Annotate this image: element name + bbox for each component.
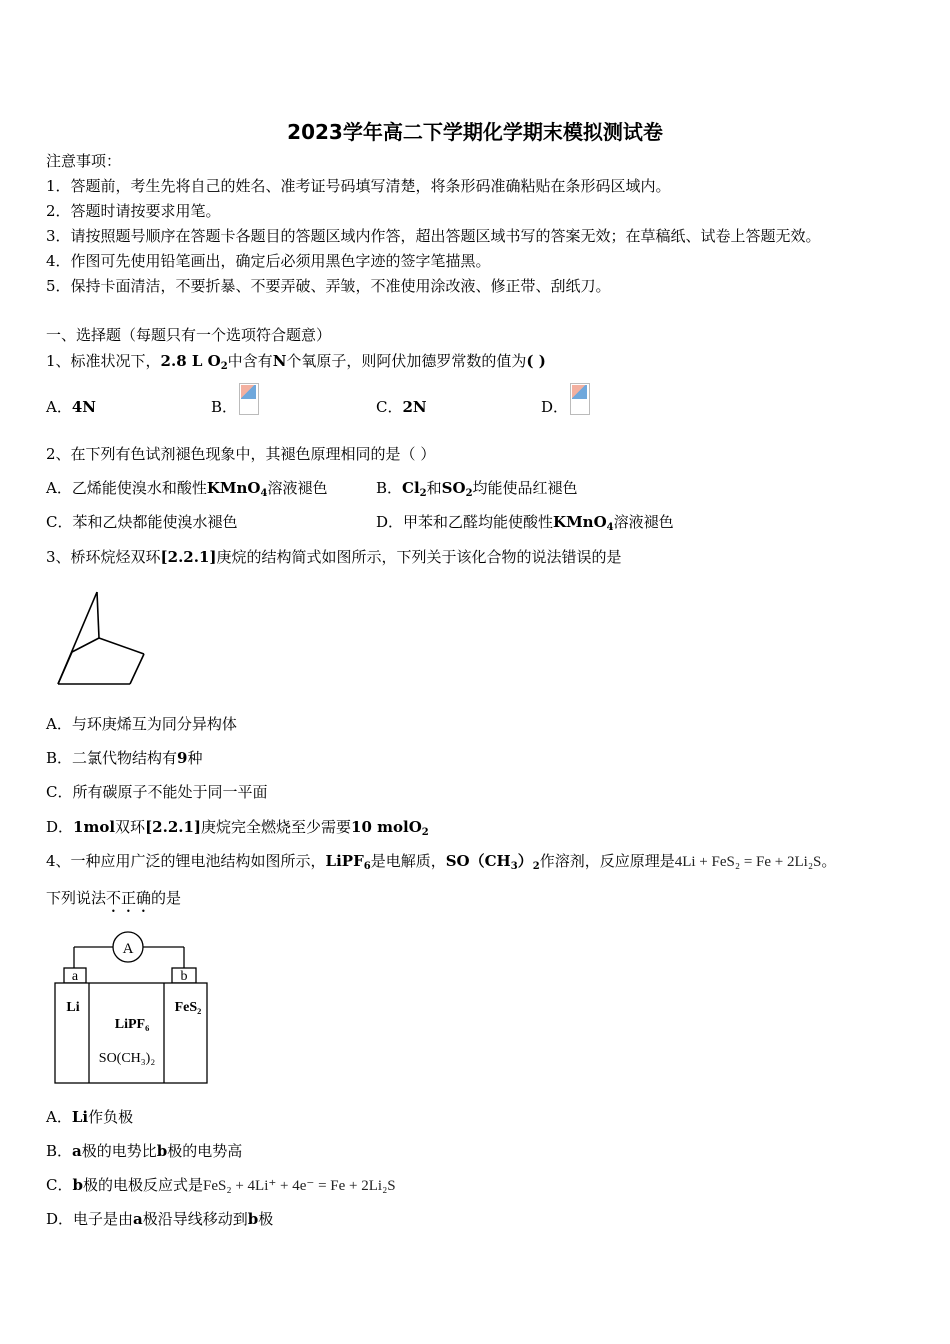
q2-option-a[interactable]: A．乙烯能使溴水和酸性KMnO$_4$溶液褪色 — [46, 479, 328, 499]
li-electrode-label: Li — [66, 1000, 80, 1015]
question-4-stem: 4、一种应用广泛的锂电池结构如图所示，LiPF$_6$是电解质，$SO(CH_3)_2$作溶剂，反应原理是4Li + FeS₂ = Fe + 2Li₂S。 — [46, 852, 837, 872]
broken-image-icon — [570, 383, 590, 415]
norbornane-structure-diagram — [50, 586, 160, 696]
notice-item-4: 4．作图可先使用铅笔画出，确定后必须用黑色字迹的签字笔描黑。 — [46, 252, 491, 270]
q4-option-c[interactable]: C．b极的电极反应式是FeS₂ + 4Li⁺ + 4e⁻ = Fe + 2Li₂S — [46, 1176, 396, 1194]
fes2-electrode-label: FeS₂ — [174, 1000, 202, 1015]
q2-option-d[interactable]: D．甲苯和乙醛均能使酸性KMnO$_4$溶液褪色 — [376, 513, 674, 533]
question-4-prompt: 下列说法不正确的是 — [46, 889, 182, 907]
notice-heading: 注意事项： — [46, 152, 122, 170]
bond — [97, 592, 99, 638]
question-2-stem: 2、在下列有色试剂褪色现象中，其褪色原理相同的是（ ） — [46, 445, 436, 463]
solvent-label: SO(CH₃)₂ — [98, 1051, 156, 1066]
terminal-a-label: a — [71, 969, 79, 984]
q2-option-c[interactable]: C．苯和乙炔都能使溴水褪色 — [46, 513, 238, 531]
q3-option-b[interactable]: B．二氯代物结构有9种 — [46, 749, 203, 767]
q4-option-a[interactable]: A．Li作负极 — [46, 1108, 134, 1126]
page-title: 2023学年高二下学期化学期末模拟测试卷 — [287, 120, 663, 144]
q4-option-d[interactable]: D．电子是由a极沿导线移动到b极 — [46, 1210, 274, 1228]
notice-item-3: 3．请按照题号顺序在答题卡各题目的答题区域内作答，超出答题区域书写的答案无效；在草稿纸、试卷上答题无效。 — [46, 227, 821, 245]
q1-option-a[interactable]: A．4N — [46, 398, 96, 416]
q4-option-b[interactable]: B．a极的电势比b极的电势高 — [46, 1142, 243, 1160]
notice-item-1: 1．答题前，考生先将自己的姓名、准考证号码填写清楚，将条形码准确粘贴在条形码区域内。 — [46, 177, 671, 195]
q3-option-c[interactable]: C．所有碳原子不能处于同一平面 — [46, 783, 268, 801]
question-1-stem: 1、标准状况下，2.8 L $O_2$中含有N个氧原子，则阿伏加德罗常数的值为( ) — [46, 352, 546, 372]
q3-option-d[interactable]: D．1mol双环[2.2.1]庚烷完全燃烧至少需要10 molO$_2$ — [46, 818, 429, 838]
lithium-battery-diagram — [50, 928, 215, 1088]
ammeter-label: A — [122, 941, 134, 957]
broken-image-icon — [239, 383, 259, 415]
electrolyte-label: LiPF₆ — [114, 1017, 150, 1032]
bond — [58, 652, 72, 684]
notice-item-5: 5．保持卡面清洁，不要折暴、不要弄破、弄皱，不准使用涂改液、修正带、刮纸刀。 — [46, 277, 611, 295]
question-3-stem: 3、桥环烷烃双环[2.2.1]庚烷的结构简式如图所示，下列关于该化合物的说法错误的是 — [46, 548, 622, 566]
q1-option-c[interactable]: C．2N — [376, 398, 427, 416]
bond — [99, 638, 144, 654]
cell-container — [55, 983, 207, 1083]
notice-item-2: 2．答题时请按要求用笔。 — [46, 202, 221, 220]
q1-option-d[interactable]: D． — [541, 398, 569, 416]
terminal-b-label: b — [180, 969, 188, 984]
bond — [130, 654, 144, 684]
q2-option-b[interactable]: B．$Cl_2$和$SO_2$均能使品红褪色 — [376, 479, 578, 499]
q1-option-b[interactable]: B． — [211, 398, 238, 416]
section-heading: 一、选择题（每题只有一个选项符合题意） — [46, 326, 332, 344]
q3-option-a[interactable]: A．与环庚烯互为同分异构体 — [46, 715, 237, 733]
